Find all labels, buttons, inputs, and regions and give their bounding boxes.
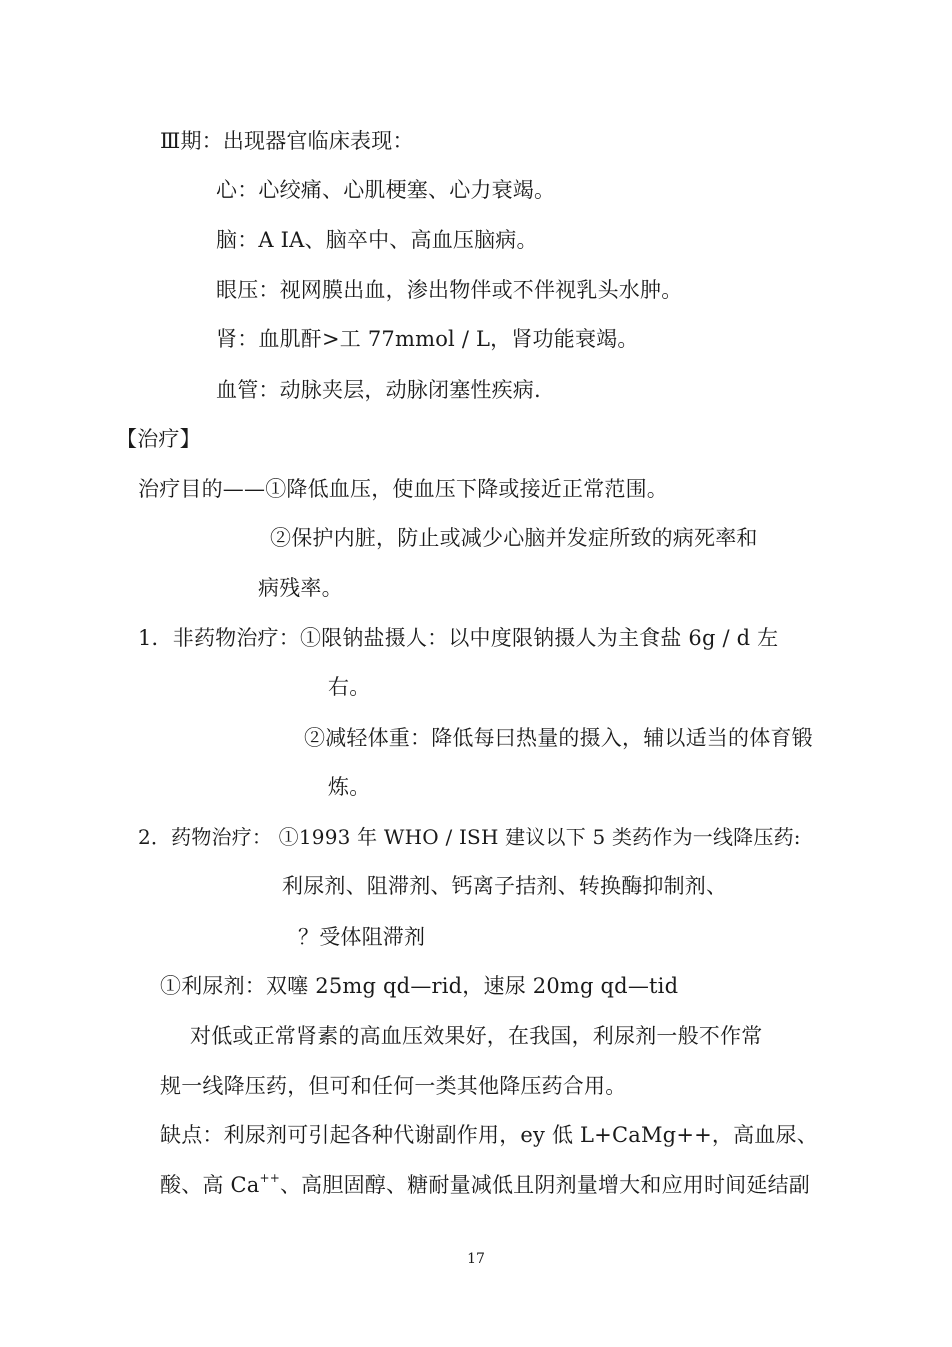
nondrug-item-2-cont: 炼。 <box>328 775 371 799</box>
treatment-goal-2: ②保护内脏，防止或减少心脑并发症所致的病死率和 <box>270 526 758 550</box>
heart-line: 心：心绞痛、心肌梗塞、心力衰竭。 <box>216 178 556 202</box>
treatment-goal-1: 治疗目的——①降低血压，使血压下降或接近正常范围。 <box>138 477 668 501</box>
drawback-line-2-pre: 酸、高 Ca <box>160 1173 260 1197</box>
drawback-line-2 <box>160 1171 810 1199</box>
stage3-title: Ⅲ期：出现器官临床表现： <box>160 129 414 153</box>
nondrug-item-1-cont: 右。 <box>328 675 371 699</box>
drug-classes-cont: ？受体阻滞剂 <box>298 925 426 949</box>
nondrug-item-1: 1．非药物治疗：①限钠盐摄人：以中度限钠摄人为主食盐 6g / d 左 <box>138 626 779 650</box>
drug-classes: 利尿剂、阻滞剂、钙离子拮剂、转换酶抑制剂、 <box>282 874 728 898</box>
diuretic-description-2: 规一线降压药，但可和任何一类其他降压药合用。 <box>160 1074 627 1098</box>
drawback-line-2-post: 、高胆固醇、糖耐量减低且阴剂量增大和应用时间延结副 <box>279 1173 810 1197</box>
drug-treatment-line: 2．药物治疗： ①1993 年 WHO / ISH 建议以下 5 类药作为一线降压药: <box>138 825 801 849</box>
diuretic-description-1: 对低或正常肾素的高血压效果好，在我国，利尿剂一般不作常 <box>190 1024 763 1048</box>
brain-line: 脑：A IA、脑卒中、高血压脑病。 <box>216 228 538 252</box>
nondrug-item-2: ②减轻体重：降低每曰热量的摄入，辅以适当的体育锻 <box>304 726 813 750</box>
kidney-line: 肾：血肌酐>工 77mmol / L，肾功能衰竭。 <box>216 327 639 351</box>
drawback-line-2-sup: ++ <box>259 1171 280 1185</box>
drawback-line-1: 缺点：利尿剂可引起各种代谢副作用，ey 低 L+CaMg++，高血尿、 <box>160 1123 818 1147</box>
vessel-line: 血管：动脉夹层，动脉闭塞性疾病. <box>216 378 541 402</box>
treatment-heading: 【治疗】 <box>116 427 201 451</box>
treatment-goal-2-cont: 病残率。 <box>258 576 343 600</box>
diuretic-dosage: ①利尿剂：双噻 25mg qd—rid，速尿 20mg qd—tid <box>160 974 679 998</box>
eye-line: 眼压：视网膜出血，渗出物伴或不伴视乳头水肿。 <box>216 278 683 302</box>
page-number: 17 <box>467 1251 485 1267</box>
